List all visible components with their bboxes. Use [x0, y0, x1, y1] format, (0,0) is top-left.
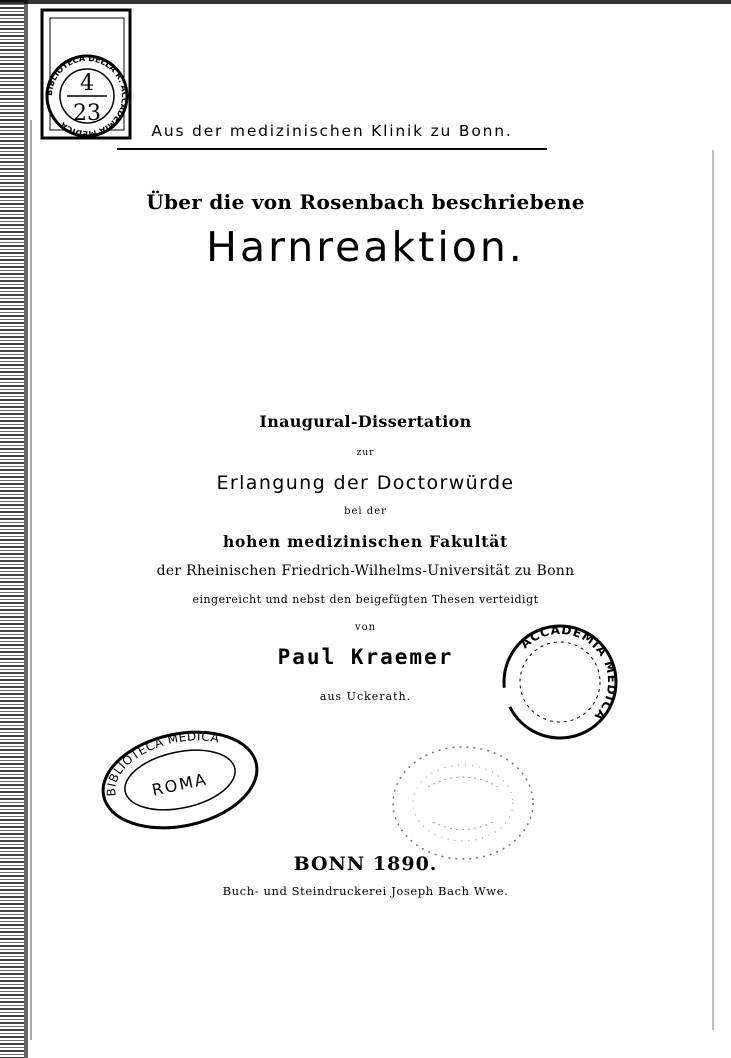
binding-edge — [0, 0, 24, 1058]
place-year: BONN 1890. — [293, 853, 438, 875]
rome-stamp-arc-text: BIBLIOTECA MEDICA — [104, 729, 221, 797]
academy-stamp-text: ACCADEMIA MEDICA — [517, 622, 620, 724]
rome-library-stamp — [98, 728, 263, 833]
shelf-stamp-text: BIBLIOTECA DELLA R. ACCADEMIA MEDICA — [44, 53, 130, 139]
bei-der-line: bei der — [344, 506, 387, 517]
printer-line: Buch- und Steindruckerei Joseph Bach Wwe. — [222, 884, 509, 898]
clinic-header: Aus der medizinischen Klinik zu Bonn. — [151, 122, 513, 140]
academy-stamp — [495, 620, 625, 745]
scan-top-edge — [0, 0, 731, 4]
faculty-line: hohen medizinischen Fakultät — [222, 532, 509, 551]
submission-note: eingereicht und nebst den beigefügten Thesen verteidigt — [192, 593, 539, 606]
shelf-number-bottom: 23 — [73, 101, 101, 126]
purpose-line: Erlangung der Doctorwürde — [216, 472, 515, 494]
dissertation-type: Inaugural-Dissertation — [259, 412, 472, 431]
shelf-number-top: 4 — [80, 71, 94, 96]
binding-shadow — [24, 0, 28, 1058]
rome-stamp-center: ROMA — [150, 769, 210, 800]
main-title: Harnreaktion. — [206, 223, 525, 271]
von-line: von — [354, 622, 377, 633]
faint-embossed-stamp — [388, 742, 538, 864]
author-origin: aus Uckerath. — [319, 690, 412, 703]
author-name: Paul Kraemer — [277, 645, 454, 669]
zur-line: zur — [356, 448, 375, 458]
page-edge-right — [712, 150, 714, 1030]
university-line: der Rheinischen Friedrich-Wilhelms-Universität zu Bonn — [156, 563, 575, 579]
title-subtitle: Über die von Rosenbach beschriebene — [146, 190, 585, 214]
header-rule — [117, 148, 547, 150]
